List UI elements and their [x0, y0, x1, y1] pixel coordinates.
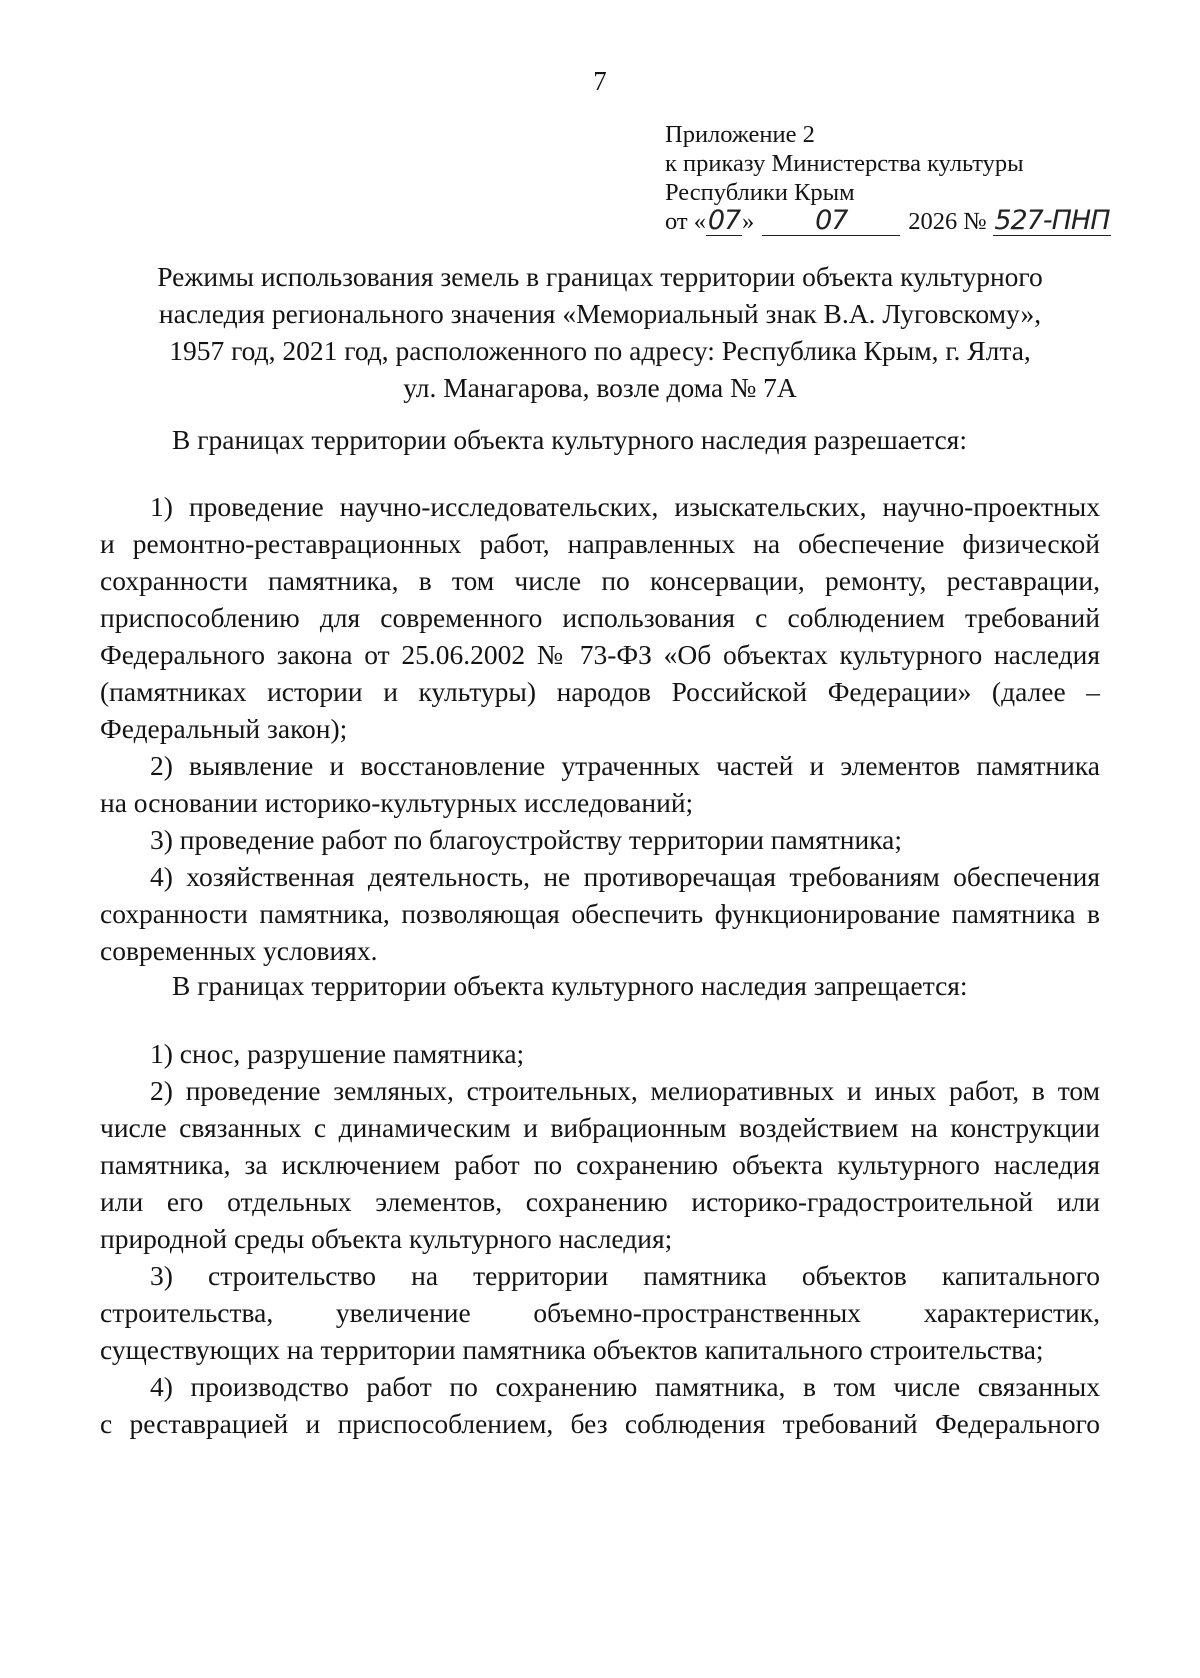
- allowed-line: Федеральный закон);: [100, 713, 348, 744]
- allowed-line: 3) проведение работ по благоустройству территории памятника;: [150, 824, 903, 855]
- date-day-field: [706, 205, 742, 236]
- prohibited-line: 2) проведение земляных, строительных, мелиоративных и иных работ, в том: [150, 1075, 1100, 1106]
- date-month-field: [762, 205, 900, 236]
- prohibited-list: [100, 1035, 1100, 1442]
- prohibited-line: с реставрацией и приспособлением, без соблюдения требований Федерального: [100, 1408, 1100, 1439]
- allowed-line: сохранности памятника, в том числе по консервации, ремонту, реставрации,: [100, 565, 1100, 596]
- title-line-4: ул. Манагарова, возле дома № 7А: [403, 372, 797, 403]
- allowed-line: 2) выявление и восстановление утраченных частей и элементов памятника: [150, 750, 1100, 781]
- allowed-line: Федерального закона от 25.06.2002 № 73-ФЗ «Об объектах культурного наследия: [100, 639, 1100, 670]
- prohibited-line: или его отдельных элементов, сохранению историко-градостроительной или: [100, 1186, 1100, 1217]
- appendix-line-1: Приложение 2: [665, 121, 815, 148]
- appendix-line-2: к приказу Министерства культуры: [665, 150, 1024, 177]
- allowed-line: сохранности памятника, позволяющая обеспечить функционирование памятника в: [100, 898, 1100, 929]
- date-prefix: от «: [665, 208, 707, 235]
- prohibited-heading: В границах территории объекта культурного наследия запрещается:: [172, 970, 968, 1001]
- date-mid: »: [742, 208, 755, 235]
- allowed-line: приспособлению для современного использования с соблюдением требований: [100, 602, 1100, 633]
- prohibited-line: 3) строительство на территории памятника объектов капитального: [150, 1260, 1100, 1291]
- prohibited-line: существующих на территории памятника объектов капитального строительства;: [100, 1334, 1044, 1365]
- allowed-line: (памятниках истории и культуры) народов Российской Федерации» (далее –: [100, 676, 1100, 707]
- date-day-handwritten: 07: [707, 205, 741, 236]
- date-year-label: 2026 №: [908, 208, 987, 235]
- title-line-3: 1957 год, 2021 год, расположенного по адресу: Республика Крым, г. Ялта,: [169, 335, 1031, 366]
- appendix-header: [665, 120, 1110, 236]
- prohibited-line: 1) снос, разрушение памятника;: [150, 1038, 525, 1069]
- title-line-2: наследия регионального значения «Мемориальный знак В.А. Луговскому»,: [158, 298, 1042, 329]
- allowed-line: 1) проведение научно-исследовательских, изыскательских, научно-проектных: [150, 491, 1100, 522]
- appendix-line-3: Республики Крым: [665, 179, 855, 206]
- date-month-handwritten: 07: [815, 205, 848, 236]
- document-title: [100, 258, 1100, 406]
- allowed-line: современных условиях.: [100, 935, 378, 966]
- title-line-1: Режимы использования земель в границах территории объекта культурного: [157, 261, 1043, 292]
- page-number: 7: [593, 66, 607, 96]
- prohibited-line: строительства, увеличение объемно-пространственных характеристик,: [100, 1297, 1100, 1328]
- prohibited-line: природной среды объекта культурного наследия;: [100, 1223, 673, 1254]
- order-number-field: [993, 205, 1111, 236]
- order-number-handwritten: 527-ПНП: [994, 205, 1110, 236]
- allowed-line: на основании историко-культурных исследований;: [100, 787, 694, 818]
- prohibited-line: числе связанных с динамическим и вибрационным воздействием на конструкции: [100, 1112, 1100, 1143]
- allowed-line: и ремонтно-реставрационных работ, направленных на обеспечение физической: [100, 528, 1100, 559]
- prohibited-line: 4) производство работ по сохранению памятника, в том числе связанных: [150, 1371, 1100, 1402]
- allowed-heading: В границах территории объекта культурного наследия разрешается:: [172, 424, 967, 455]
- prohibited-line: памятника, за исключением работ по сохранению объекта культурного наследия: [100, 1149, 1100, 1180]
- allowed-list: [100, 488, 1100, 969]
- allowed-line: 4) хозяйственная деятельность, не противоречащая требованиям обеспечения: [150, 861, 1100, 892]
- order-date-line: [665, 205, 1110, 236]
